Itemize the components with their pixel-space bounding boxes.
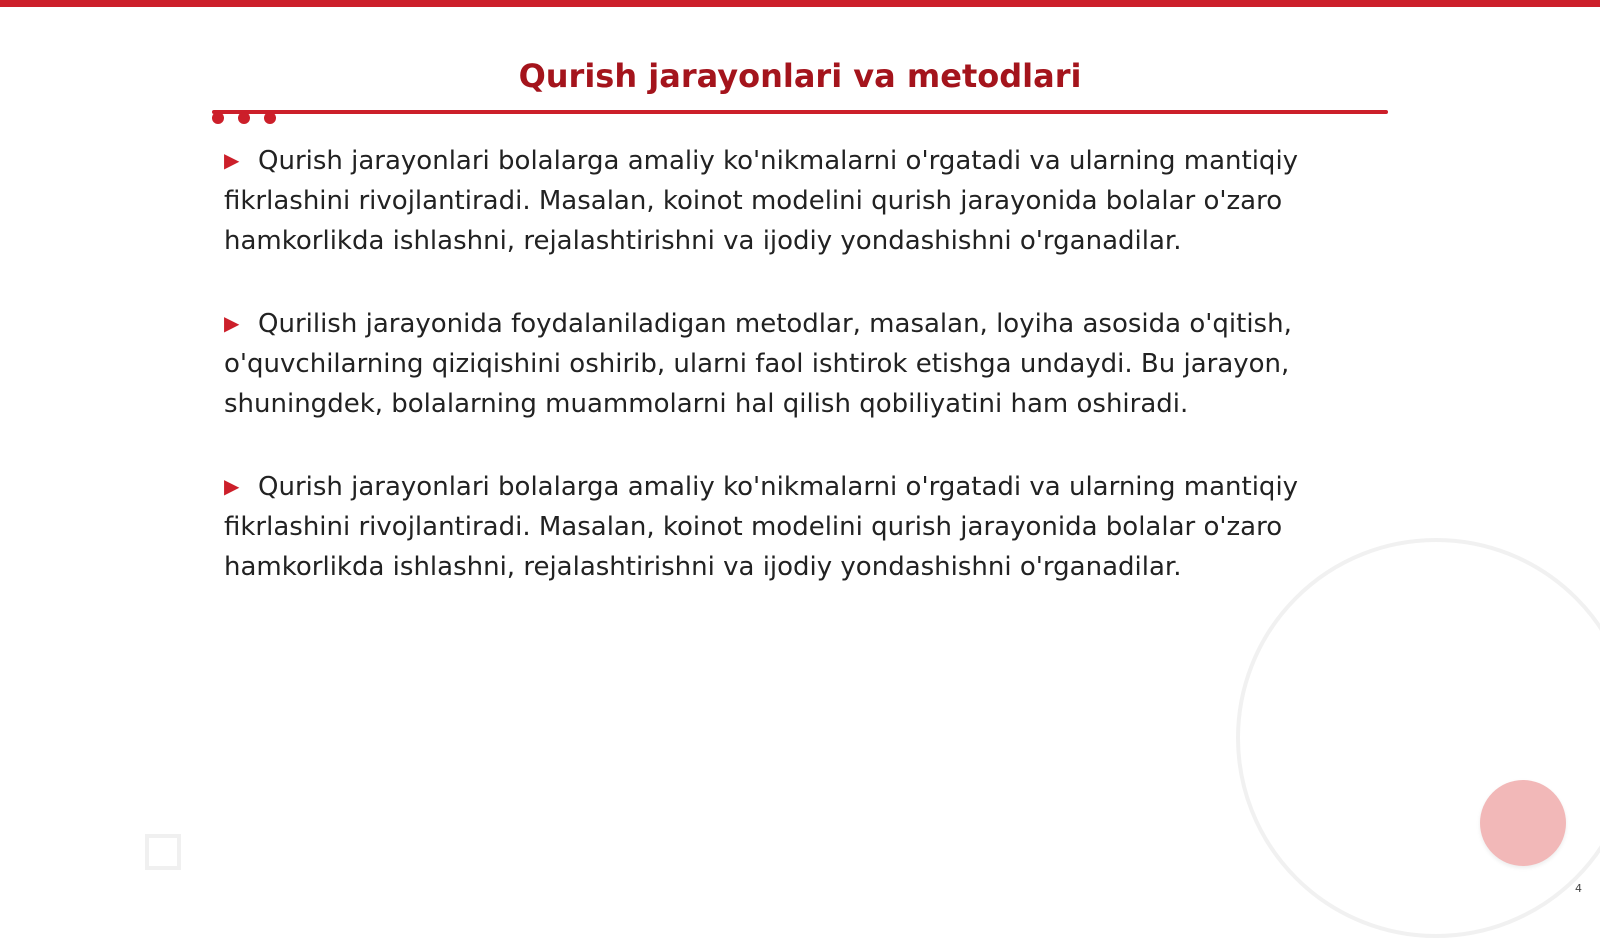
title-underline: [212, 110, 1388, 114]
bullet-item: [224, 140, 1344, 261]
top-accent-bar: [0, 0, 1600, 7]
underline-dot-1: [212, 112, 224, 124]
bullet-text: Qurish jarayonlari bolalarga amaliy ko'nikmalarni o'rgatadi va ularning mantiqiy fikrlashini rivojlantiradi. Masalan, koinot modelini qurish jarayonida bolalar o'zaro hamkorlikda ishlashni, rejalashtirishni va ijodiy yondashishni o'rganadilar.: [224, 472, 1299, 582]
triangle-bullet-icon: ▶: [224, 311, 240, 335]
triangle-bullet-icon: ▶: [224, 148, 240, 172]
underline-dot-2: [238, 112, 250, 124]
bullet-text: Qurilish jarayonida foydalaniladigan metodlar, masalan, loyiha asosida o'qitish, o'quvchilarning qiziqishini oshirib, ularni faol ishtirok etishga undaydi. Bu jarayon, shuningdek, bolalarning muammolarni hal qilish qobiliyatini ham oshiradi.: [224, 309, 1292, 419]
page-number: 4: [1575, 882, 1582, 895]
bullet-text: Qurish jarayonlari bolalarga amaliy ko'nikmalarni o'rgatadi va ularning mantiqiy fikrlashini rivojlantiradi. Masalan, koinot modelini qurish jarayonida bolalar o'zaro hamkorlikda ishlashni, rejalashtirishni va ijodiy yondashishni o'rganadilar.: [224, 146, 1299, 256]
bullet-item: [224, 303, 1344, 424]
slide-title: Qurish jarayonlari va metodlari: [518, 57, 1082, 95]
bullet-list: [224, 140, 1344, 629]
decorative-pink-circle: [1480, 780, 1566, 866]
bullet-item: [224, 466, 1344, 587]
triangle-bullet-icon: ▶: [224, 474, 240, 498]
decorative-square: [145, 834, 181, 870]
underline-dot-3: [264, 112, 276, 124]
